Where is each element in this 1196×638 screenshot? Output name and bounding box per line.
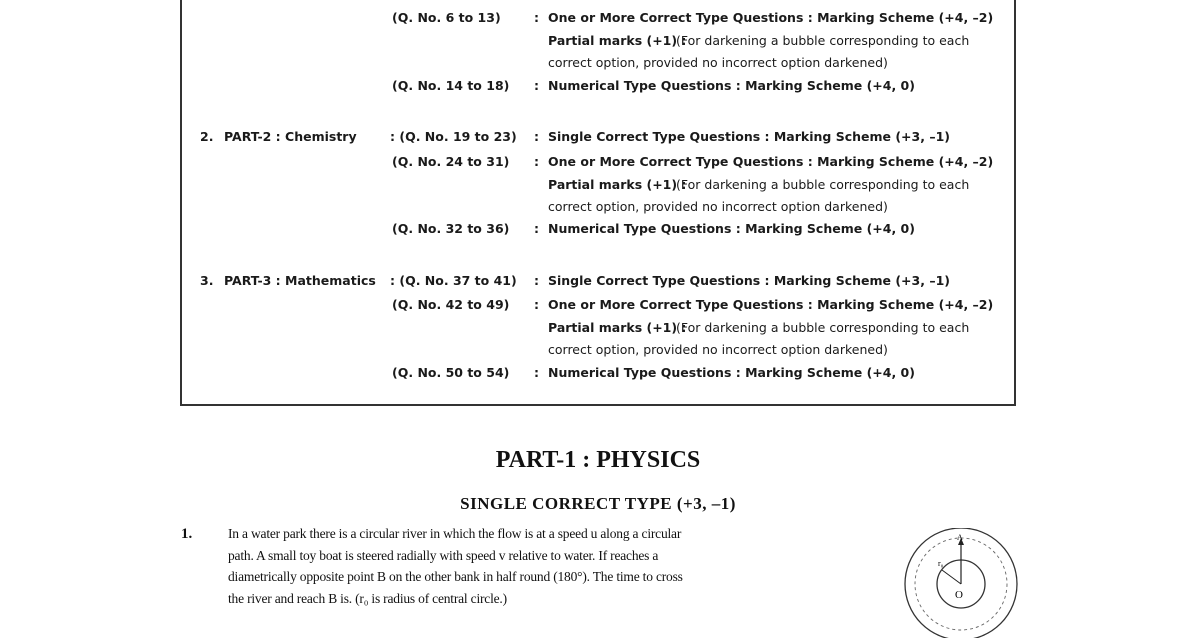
- separator-colon: :: [534, 297, 539, 312]
- question-range: : (Q. No. 37 to 41): [390, 273, 517, 288]
- part-heading: PART-1 : PHYSICS: [495, 447, 701, 473]
- scheme-description: One or More Correct Type Questions : Marking Scheme (+4, –2): [548, 154, 994, 169]
- partial-marks-note: (For darkening a bubble corresponding to each: [676, 177, 970, 192]
- partial-marks-note-cont: correct option, provided no incorrect option darkened): [548, 342, 888, 357]
- question-range: (Q. No. 24 to 31): [392, 154, 510, 169]
- separator-colon: :: [534, 129, 539, 144]
- separator-colon: :: [534, 154, 539, 169]
- question-range: (Q. No. 14 to 18): [392, 78, 510, 93]
- partial-marks-note-cont: correct option, provided no incorrect option darkened): [548, 199, 888, 214]
- question-range: (Q. No. 42 to 49): [392, 297, 510, 312]
- question-type-heading: SINGLE CORRECT TYPE (+3, –1): [460, 494, 736, 513]
- question-text-line: In a water park there is a circular river in which the flow is at a speed u along a circular: [228, 526, 682, 541]
- question-text-line: diametrically opposite point B on the other bank in half round (180°). The time to cross: [228, 569, 683, 584]
- separator-colon: :: [534, 365, 539, 380]
- partial-marks-note-cont: correct option, provided no incorrect option darkened): [548, 55, 888, 70]
- question-text-line: path. A small toy boat is steered radially with speed v relative to water. If reaches a: [228, 548, 659, 563]
- partial-marks-label: Partial marks (+1) :: [548, 177, 687, 192]
- question-range: (Q. No. 50 to 54): [392, 365, 510, 380]
- marking-scheme-box: [180, 0, 1016, 406]
- part-name: PART-2 : Chemistry: [224, 129, 357, 144]
- scheme-description: Numerical Type Questions : Marking Scheme (+4, 0): [548, 365, 915, 380]
- separator-colon: :: [534, 78, 539, 93]
- partial-marks-label: Partial marks (+1) :: [548, 320, 687, 335]
- question-text-line: the river and reach B is. (r₀ is radius of central circle.): [228, 591, 507, 606]
- separator-colon: :: [534, 10, 539, 25]
- scheme-description: One or More Correct Type Questions : Marking Scheme (+4, –2): [548, 10, 994, 25]
- scheme-description: One or More Correct Type Questions : Marking Scheme (+4, –2): [548, 297, 994, 312]
- partial-marks-label: Partial marks (+1) :: [548, 33, 687, 48]
- label-o: O: [955, 589, 963, 601]
- question-range: (Q. No. 32 to 36): [392, 221, 510, 236]
- question-number: 1.: [181, 526, 193, 542]
- circular-river-figure: [900, 528, 1022, 638]
- part-number: 2.: [200, 129, 214, 144]
- label-a: A: [957, 533, 963, 542]
- scheme-description: Single Correct Type Questions : Marking Scheme (+3, –1): [548, 273, 950, 288]
- scheme-description: Numerical Type Questions : Marking Scheme (+4, 0): [548, 221, 915, 236]
- part-number: 3.: [200, 273, 214, 288]
- part-name: PART-3 : Mathematics: [224, 273, 376, 288]
- question-range: (Q. No. 6 to 13): [392, 10, 501, 25]
- separator-colon: :: [534, 221, 539, 236]
- question-range: : (Q. No. 19 to 23): [390, 129, 517, 144]
- scheme-description: Numerical Type Questions : Marking Scheme (+4, 0): [548, 78, 915, 93]
- scheme-description: Single Correct Type Questions : Marking Scheme (+3, –1): [548, 129, 950, 144]
- radius-line: [942, 570, 961, 584]
- partial-marks-note: (For darkening a bubble corresponding to each: [676, 320, 970, 335]
- separator-colon: :: [534, 273, 539, 288]
- partial-marks-note: (For darkening a bubble corresponding to each: [676, 33, 970, 48]
- label-r0: r₀: [938, 559, 944, 568]
